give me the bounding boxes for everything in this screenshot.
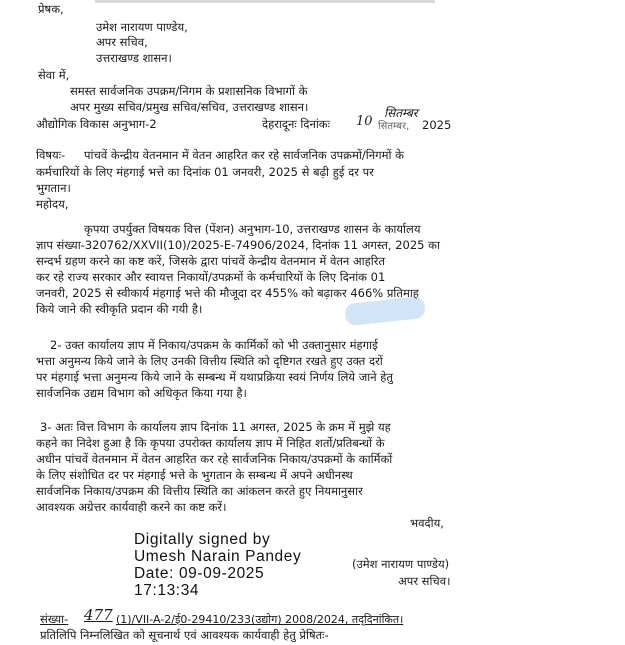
- sender-dept: उत्तराखण्ड शासन।: [96, 51, 172, 65]
- recipient-line-2: अपर मुख्य सचिव/प्रमुख सचिव/सचिव, उत्तराखण्ड शासन।: [70, 100, 309, 114]
- signature-line-3: Date: 09-09-2025: [134, 565, 265, 582]
- subject-line-3: भुगतान।: [36, 181, 71, 195]
- recipient-line-1: समस्त सार्वजनिक उपक्रम/निगम के प्रशासनिक विभागों के: [70, 84, 308, 98]
- para3-line: आवश्यक अग्रेत्तर कार्यवाही करने का कष्ट करें।: [36, 500, 227, 514]
- reference-rest: (1)/VII-A-2/ई0-29410/233(उद्योग) 2008/2024, तद्‌दिनांकित।: [116, 613, 404, 626]
- date-month-printed: सितम्बर,: [378, 121, 410, 132]
- salutation: महोदय,: [36, 197, 69, 211]
- closing-yours: भवदीय,: [410, 516, 444, 530]
- para1-line: जनवरी, 2025 से स्वीकार्य मंहगाई भत्ते की मौजूदा दर 455% को बढ़ाकर 466% प्रतिमाह: [36, 286, 419, 300]
- from-label: प्रेषक,: [38, 2, 64, 16]
- to-label: सेवा में,: [38, 68, 70, 82]
- closing-name: (उमेश नारायण पाण्डेय): [352, 557, 450, 571]
- para3-line: कहने का निदेश हुआ है कि कृपया उपरोक्त कार्यालय ज्ञाप में निहित शर्तो/प्रतिबन्धों के: [36, 436, 385, 450]
- date-month-handwritten: सितम्बर: [384, 106, 418, 120]
- para1-line: कर रहे राज्य सरकार और स्वायत्त निकायों/उपक्रमों के कर्मचारियों के लिए दिनांक 01: [36, 270, 386, 284]
- para2-line: सार्वजनिक उद्यम विभाग को अधिकृत किया गया है।: [36, 386, 247, 400]
- sender-title: अपर सचिव,: [96, 35, 148, 49]
- section-name: औद्योगिक विकास अनुभाग-2: [36, 117, 157, 131]
- para3-line: सार्वजनिक निकाय/उपक्रम की वित्तीय स्थिति का आंकलन करते हुए नियमानुसार: [36, 484, 363, 498]
- subject-line-1: पांचवें केन्द्रीय वेतनमान में वेतन आहरित कर रहे सार्वजनिक उपक्रमों/निगमों के: [84, 148, 404, 162]
- para3-line: के लिए संशोधित दर पर मंहगाई भत्ते के भुगतान के सम्बन्ध में अपने अधीनस्थ: [36, 468, 353, 482]
- para3-line: अधीन पांचवें वेतनमान में वेतन आहरित कर रहे सार्वजनिक निकाय/उपक्रमों के कार्मिकों: [36, 452, 393, 466]
- copy-to-line: प्रतिलिपि निम्नलिखित को सूचनार्थ एवं आवश्यक कार्यवाही हेतु प्रेषितः-: [40, 628, 329, 642]
- reference-number-handwritten: 477: [84, 606, 113, 624]
- subject-label: विषयः-: [36, 148, 66, 162]
- signature-line-4: 17:13:34: [134, 582, 200, 599]
- para1-line: ज्ञाप संख्या-320762/XXVII(10)/2025-E-74906/2024, दिनांक 11 अगस्त, 2025 का: [36, 238, 440, 252]
- para2-line: 2- उक्त कार्यालय ज्ञाप में निकाय/उपक्रम के कार्मिकों को भी उक्तानुसार मंहगाई: [50, 338, 378, 352]
- signature-line-2: Umesh Narain Pandey: [134, 548, 302, 565]
- reference-prefix: संख्या-: [40, 612, 69, 626]
- subject-line-2: कर्मचारियों के लिए मंहगाई भत्ते का दिनांक 01 जनवरी, 2025 से बढ़ी हुई दर पर: [36, 165, 374, 179]
- para1-line: किये जाने की स्वीकृति प्रदान की गयी है।: [36, 302, 203, 316]
- sender-name: उमेश नारायण पाण्डेय,: [96, 20, 188, 34]
- para1-line: कृपया उपर्युक्त विषयक वित्त (पेंशन) अनुभाग-10, उत्तराखण्ड शासन के कार्यालय: [84, 222, 421, 236]
- date-day-handwritten: 10: [356, 114, 373, 129]
- para2-line: भत्ता अनुमन्य किये जाने के लिए उनकी वित्तीय स्थिति को दृष्टिगत रखते हुए उक्त दरों: [36, 354, 383, 368]
- date-year: 2025: [422, 118, 452, 132]
- signature-line-1: Digitally signed by: [134, 531, 271, 548]
- closing-title: अपर सचिव।: [398, 574, 451, 588]
- para2-line: पर मंहगाई भत्ता अनुमन्य किये जाने के सम्बन्ध में यथाप्रक्रिया स्वयं निर्णय लिये जाने हेतु: [36, 370, 393, 384]
- page-top-edge: [95, 0, 435, 3]
- place-date-label: देहरादूनः दिनांकः: [262, 117, 330, 131]
- para3-line: 3- अतः वित्त विभाग के कार्यालय ज्ञाप दिनांक 11 अगस्त, 2025 के क्रम में मुझे यह: [40, 420, 391, 434]
- para1-line: सन्दर्भ ग्रहण करने का कष्ट करें, जिसके द्वारा पांचवें केन्द्रीय वेतनमान में वेतन आहरित: [36, 254, 386, 268]
